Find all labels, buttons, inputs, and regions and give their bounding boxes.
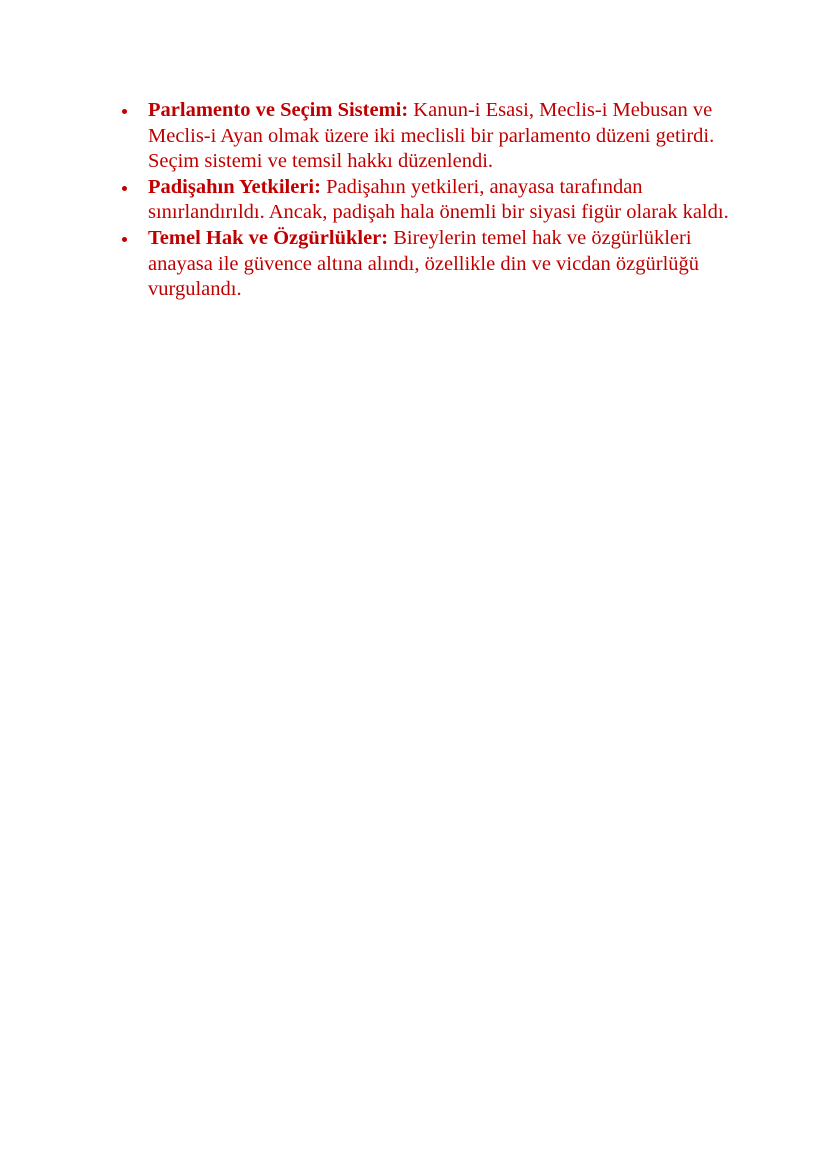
bullet-icon [122,109,127,114]
bullet-icon [122,237,127,242]
list-item [118,226,738,303]
item-term: Parlamento ve Seçim Sistemi: [148,99,409,121]
item-term: Temel Hak ve Özgürlükler: [148,226,389,249]
list-item [118,175,738,226]
bullet-icon [122,186,127,191]
item-term: Padişahın Yetkileri: [148,175,321,198]
item-text: Bireylerin temel hak ve özgürlükleri anayasa ile güvence altına alındı, özellikle din ve vicdan özgürlüğü vurgulandı. [148,226,700,301]
item-text: Kanun-i Esasi, Meclis-i Mebusan ve Meclis-i Ayan olmak üzere iki meclisli bir parlamento düzeni getirdi. Seçim sistemi ve temsil hakkı düzenlendi. [148,99,715,173]
item-text: Padişahın yetkileri, anayasa tarafından sınırlandırıldı. Ancak, padişah hala önemli bir siyasi figür olarak kaldı. [148,175,729,224]
bullet-list [118,98,738,303]
list-item [118,98,738,175]
